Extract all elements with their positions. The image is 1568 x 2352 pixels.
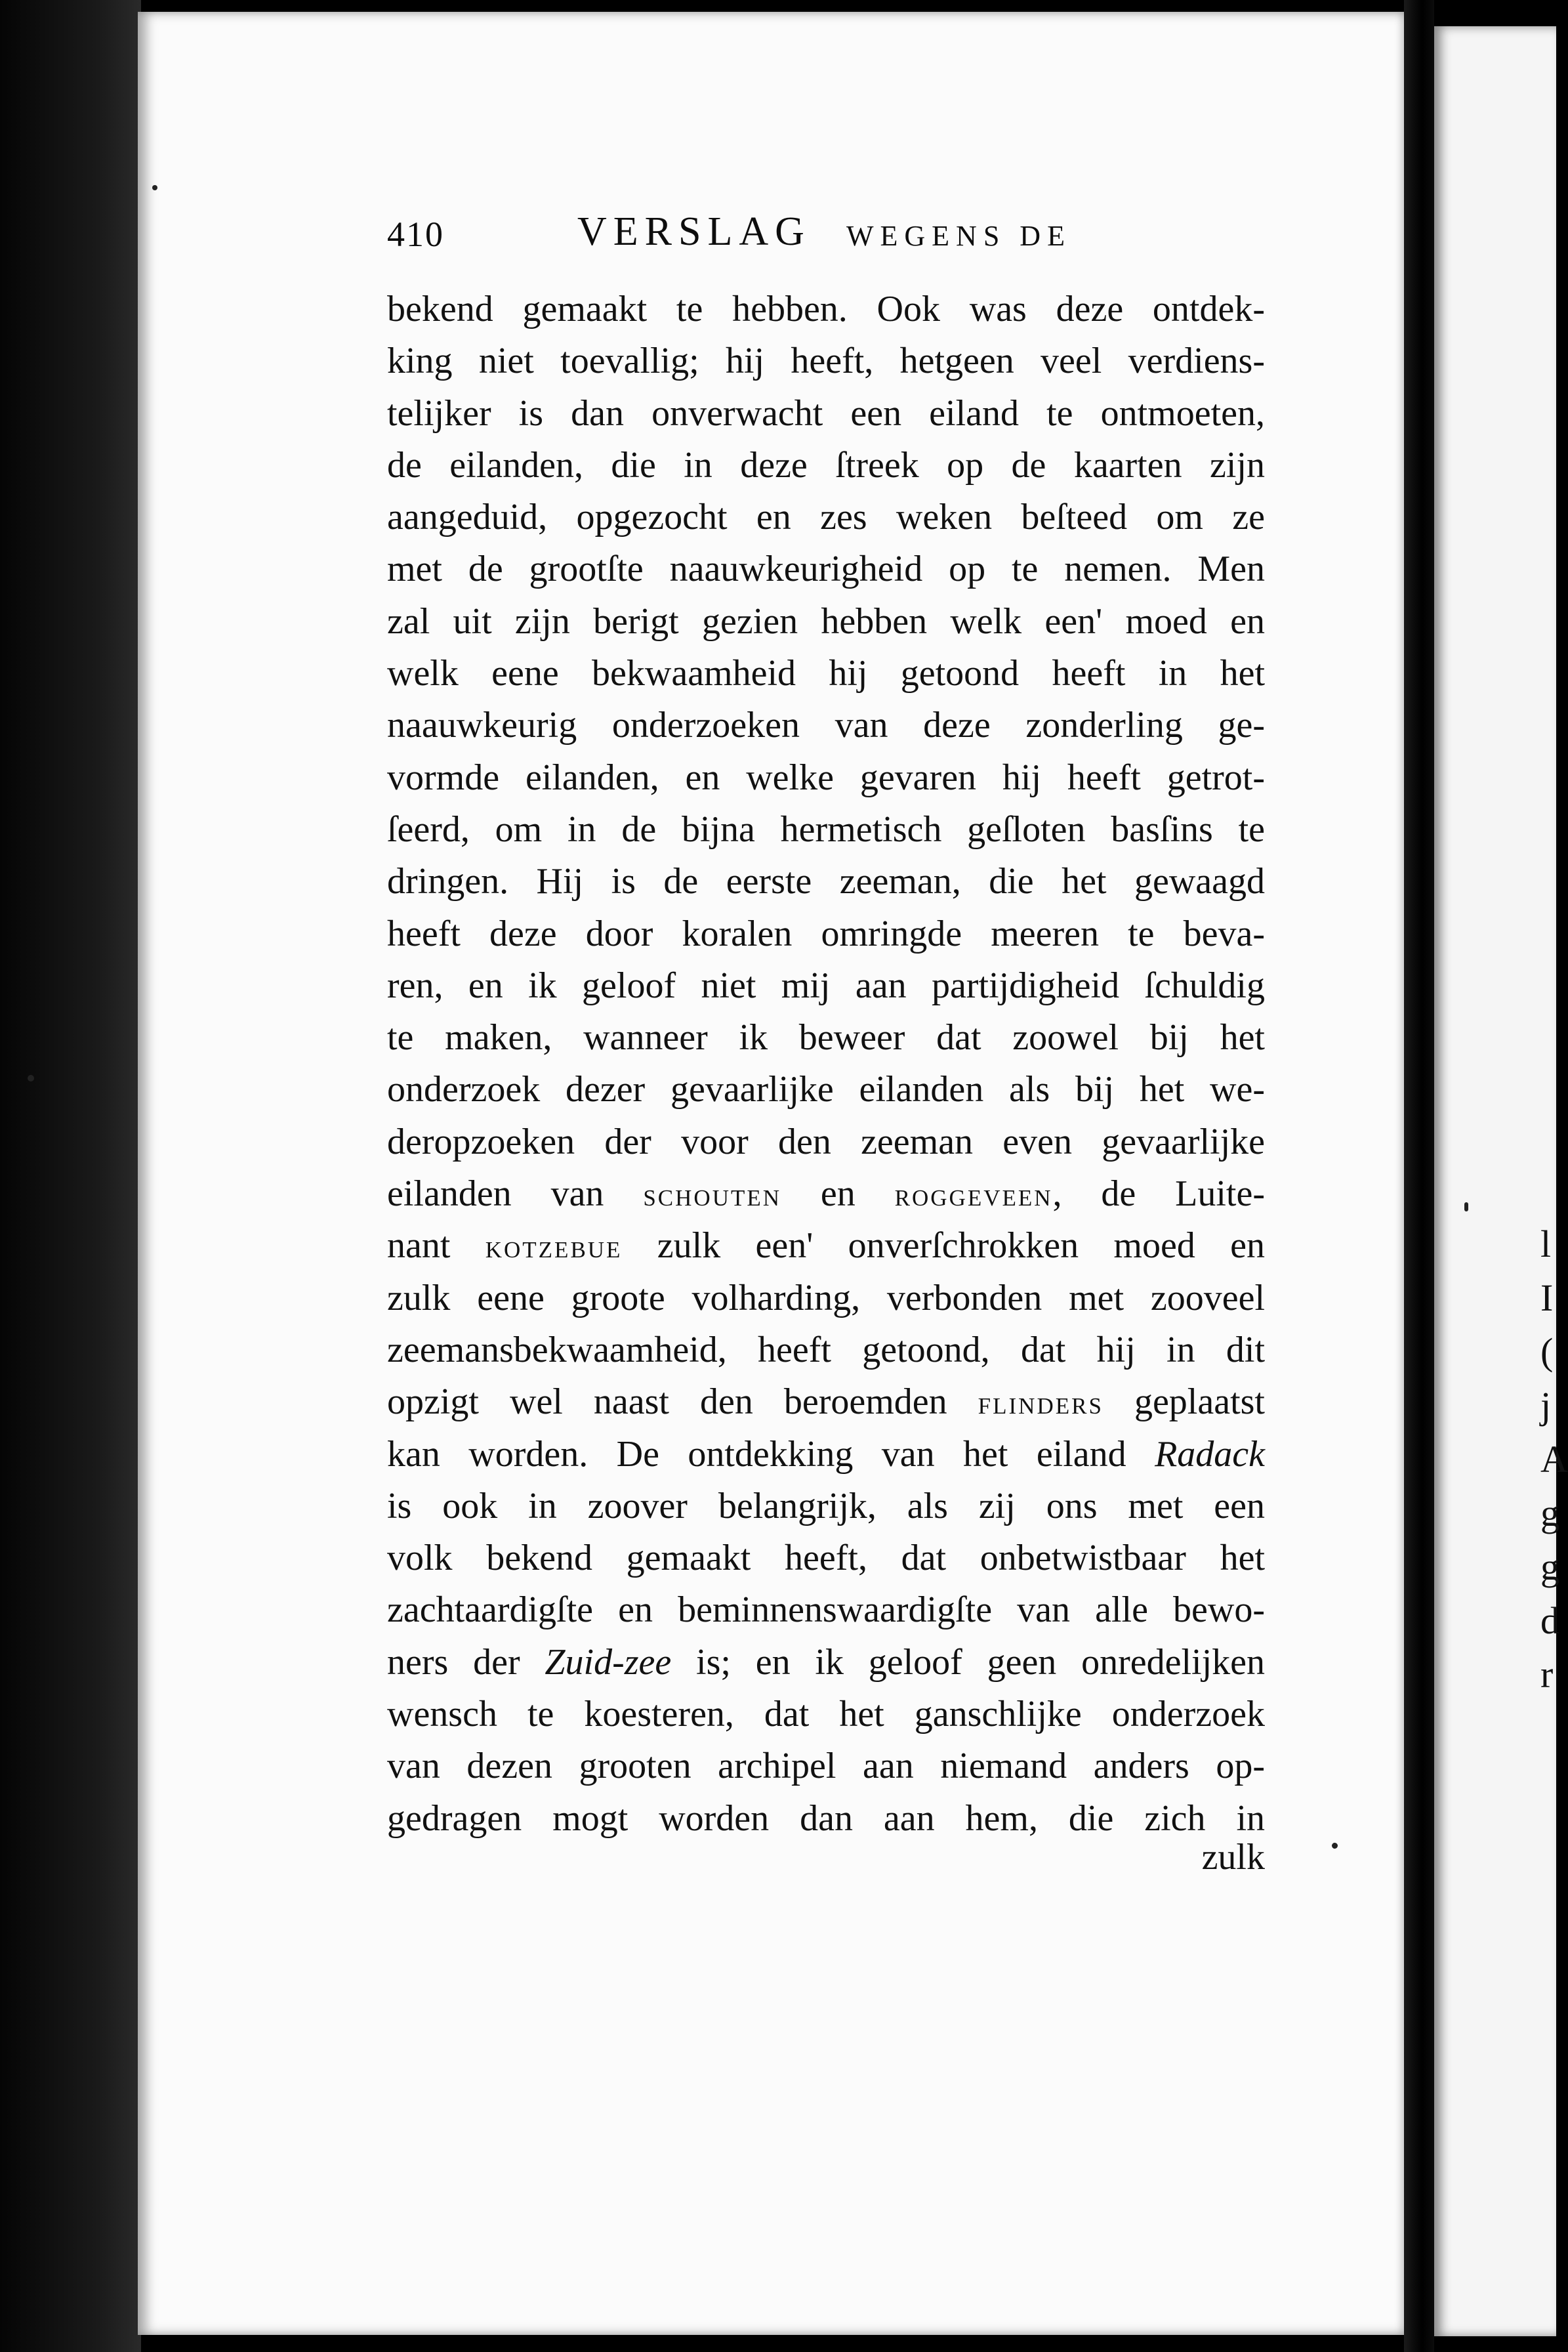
text-line: zachtaardigſte en beminnenswaardigſte van alle bewo- [387,1589,1265,1631]
place-zuid-zee: Zuid-zee [545,1641,672,1683]
text-run: opzigt wel naast den beroemden [387,1381,947,1423]
text-line: zulk eene groote volharding, verbonden met zooveel [387,1277,1265,1318]
running-header [387,209,1269,261]
text-run: en [820,1173,856,1215]
text-run: , de Luite- [1052,1173,1265,1215]
text-line: aangeduid, opgezocht en zes weken beſteed om ze [387,497,1265,538]
text-line: ſeerd, om in de bijna hermetisch geſloten basſins te [387,808,1265,850]
text-line: met de grootſte naauwkeurigheid op te nemen. Men [387,549,1265,590]
scan-background-left [0,0,141,2352]
catchword: zulk [1201,1837,1265,1878]
fragment: g [1540,1492,1559,1534]
fragment: ( [1540,1330,1554,1373]
text-line: onderzoek dezer gevaarlijke eilanden als bij het we- [387,1069,1265,1110]
running-title: VERSLAG [577,209,811,254]
place-radack: Radack [1155,1433,1266,1475]
scan-speck [28,1075,34,1082]
fragment: g [1540,1545,1559,1588]
text-line: volk bekend gemaakt heeft, dat onbetwistbaar het [387,1538,1265,1579]
scan-speck [1464,1202,1468,1211]
text-line: ren, en ik geloof niet mij aan partijdigheid ſchuldig [387,965,1265,1006]
text-run: nant [387,1225,451,1267]
text-line: heeft deze door koralen omringde meeren te beva- [387,913,1265,954]
name-roggeveen: roggeveen [894,1176,1053,1213]
text-line: wensch te koesteren, dat het ganschlijke onderzoek [387,1694,1265,1735]
text-line: telijker is dan onverwacht een eiland te ontmoeten, [387,392,1265,434]
scan-speck [1332,1843,1338,1849]
text-line [387,1429,1265,1480]
name-schouten: schouten [643,1176,782,1213]
text-run: kan worden. De ontdekking van het eiland [387,1433,1126,1475]
text-line: dringen. Hij is de eerste zeeman, die het gewaagd [387,861,1265,902]
text-line: de eilanden, die in deze ſtreek op de kaarten zijn [387,444,1265,486]
text-line: zal uit zijn berigt gezien hebben welk een' moed en [387,600,1265,642]
facing-page-fragments [1540,1217,1568,1702]
text-line: bekend gemaakt te hebben. Ook was deze ontdek- [387,289,1265,329]
text-run: eilanden van [387,1173,604,1215]
text-run: ners der [387,1641,520,1683]
fragment: d [1540,1599,1559,1642]
text-line: deropzoeken der voor den zeeman even gevaarlijke [387,1121,1265,1162]
text-line: van dezen grooten archipel aan niemand anders op- [387,1746,1265,1787]
running-subtitle: WEGENS DE [846,220,1071,252]
text-line: te maken, wanneer ik beweer dat zoowel bij het [387,1017,1265,1059]
facing-page-edge [1434,26,1556,2336]
fragment: r [1540,1653,1554,1696]
fragment: A [1540,1438,1568,1480]
text-run: zulk een' onverſchrokken moed en [657,1225,1265,1267]
text-run: geplaatst [1134,1381,1265,1423]
text-line [387,1168,1265,1220]
fragment: l [1540,1223,1552,1265]
fragment: j [1540,1384,1552,1427]
text-line: vormde eilanden, en welke gevaren hij heeft getrot- [387,757,1265,798]
text-line: king niet toevallig; hij heeft, hetgeen veel verdiens- [387,341,1265,382]
text-run: is; en ik geloof geen onredelijken [696,1641,1265,1683]
text-line: gedragen mogt worden dan aan hem, die zich in [387,1797,1265,1839]
text-line: welk eene bekwaamheid hij getoond heeft in het [387,653,1265,694]
text-line [387,1637,1265,1689]
text-line: naauwkeurig onderzoeken van deze zonderling ge- [387,705,1265,746]
text-line [387,1220,1265,1272]
name-flinders: flinders [978,1384,1104,1421]
page-gutter [1404,0,1434,2352]
text-line: zeemansbekwaamheid, heeft getoond, dat hij in dit [387,1329,1265,1370]
text-line: is ook in zoover belangrijk, als zij ons met een [387,1485,1265,1526]
text-line [387,1376,1265,1428]
fragment: I [1540,1276,1554,1319]
name-kotzebue: kotzebue [485,1228,623,1265]
body-text [387,284,1265,1845]
scan-speck [152,185,157,190]
page-number: 410 [387,215,444,254]
